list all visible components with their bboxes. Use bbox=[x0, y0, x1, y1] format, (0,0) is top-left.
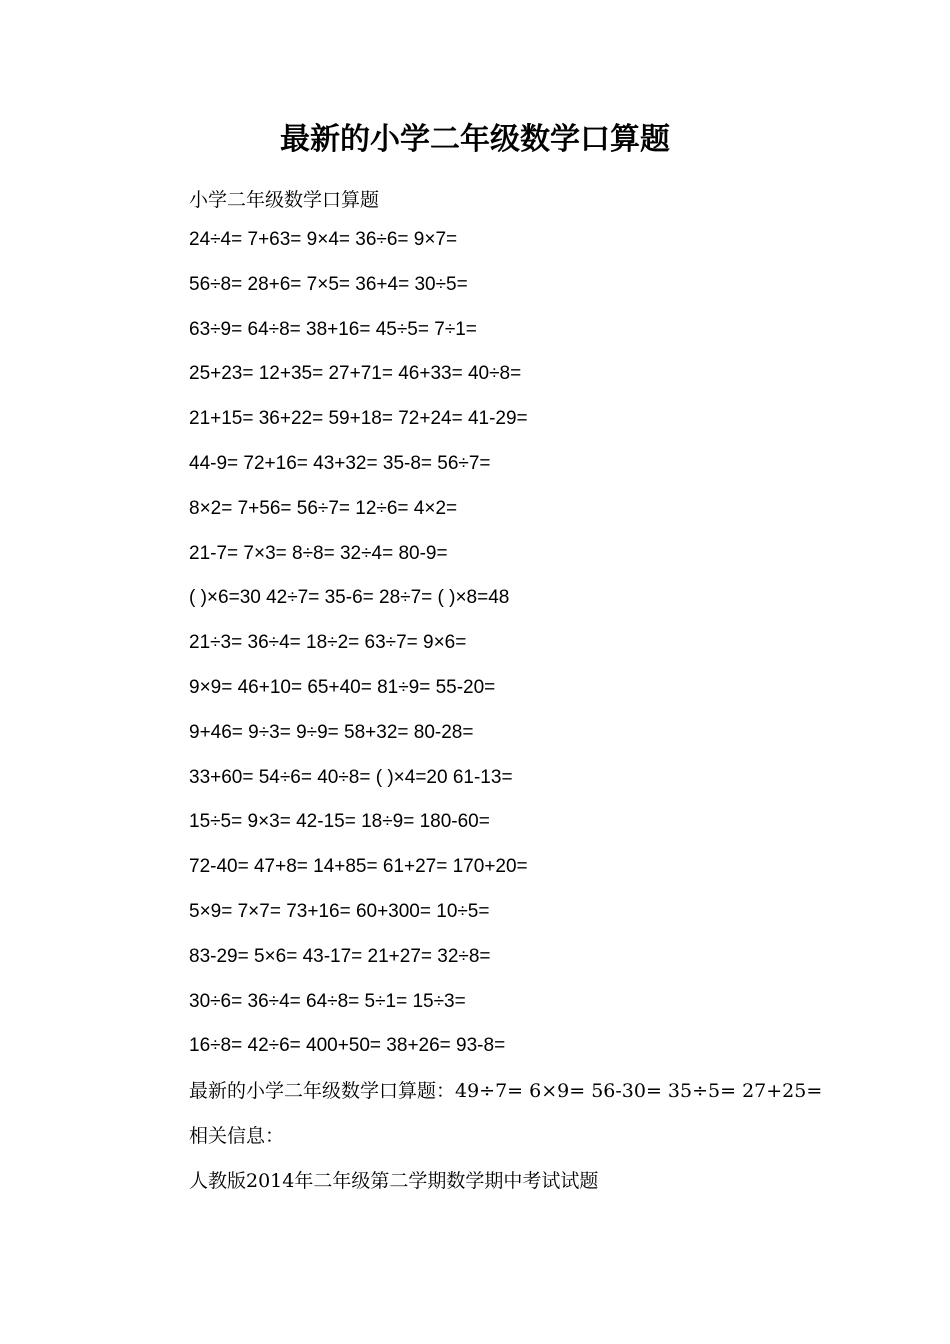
summary-line: 最新的小学二年级数学口算题：49÷7= 6×9= 56-30= 35÷5= 27+25= bbox=[189, 1080, 823, 1103]
problem-line: 44-9= 72+16= 43+32= 35-8= 56÷7= bbox=[189, 452, 491, 474]
problem-line: ( )×6=30 42÷7= 35-6= 28÷7= ( )×8=48 bbox=[189, 587, 510, 609]
problem-line: 21-7= 7×3= 8÷8= 32÷4= 80-9= bbox=[189, 542, 448, 564]
related-info-link[interactable]: 人教版2014年二年级第二学期数学期中考试试题 bbox=[189, 1169, 599, 1192]
problem-line: 56÷8= 28+6= 7×5= 36+4= 30÷5= bbox=[189, 273, 468, 295]
problem-line: 25+23= 12+35= 27+71= 46+33= 40÷8= bbox=[189, 363, 522, 385]
related-info-label: 相关信息： bbox=[189, 1124, 285, 1147]
problem-line: 9+46= 9÷3= 9÷9= 58+32= 80-28= bbox=[189, 721, 474, 743]
problem-line: 72-40= 47+8= 14+85= 61+27= 170+20= bbox=[189, 856, 528, 878]
document-title: 最新的小学二年级数学口算题 bbox=[280, 122, 670, 157]
problem-line: 24÷4= 7+63= 9×4= 36÷6= 9×7= bbox=[189, 229, 458, 250]
problem-line: 15÷5= 9×3= 42-15= 18÷9= 180-60= bbox=[189, 811, 490, 833]
problem-line: 21÷3= 36÷4= 18÷2= 63÷7= 9×6= bbox=[189, 632, 467, 654]
problem-line: 63÷9= 64÷8= 38+16= 45÷5= 7÷1= bbox=[189, 318, 477, 340]
problem-line: 8×2= 7+56= 56÷7= 12÷6= 4×2= bbox=[189, 497, 458, 519]
section-subtitle: 小学二年级数学口算题 bbox=[189, 189, 380, 211]
document-body bbox=[189, 186, 929, 1212]
problem-line: 83-29= 5×6= 43-17= 21+27= 32÷8= bbox=[189, 945, 491, 967]
problem-line: 9×9= 46+10= 65+40= 81÷9= 55-20= bbox=[189, 676, 496, 698]
problem-line: 30÷6= 36÷4= 64÷8= 5÷1= 15÷3= bbox=[189, 990, 466, 1012]
problem-line: 33+60= 54÷6= 40÷8= ( )×4=20 61-13= bbox=[189, 766, 513, 788]
problem-line: 16÷8= 42÷6= 400+50= 38+26= 93-8= bbox=[189, 1035, 506, 1057]
problem-list bbox=[189, 226, 929, 1060]
problem-line: 21+15= 36+22= 59+18= 72+24= 41-29= bbox=[189, 408, 528, 430]
problem-line: 5×9= 7×7= 73+16= 60+300= 10÷5= bbox=[189, 900, 490, 922]
